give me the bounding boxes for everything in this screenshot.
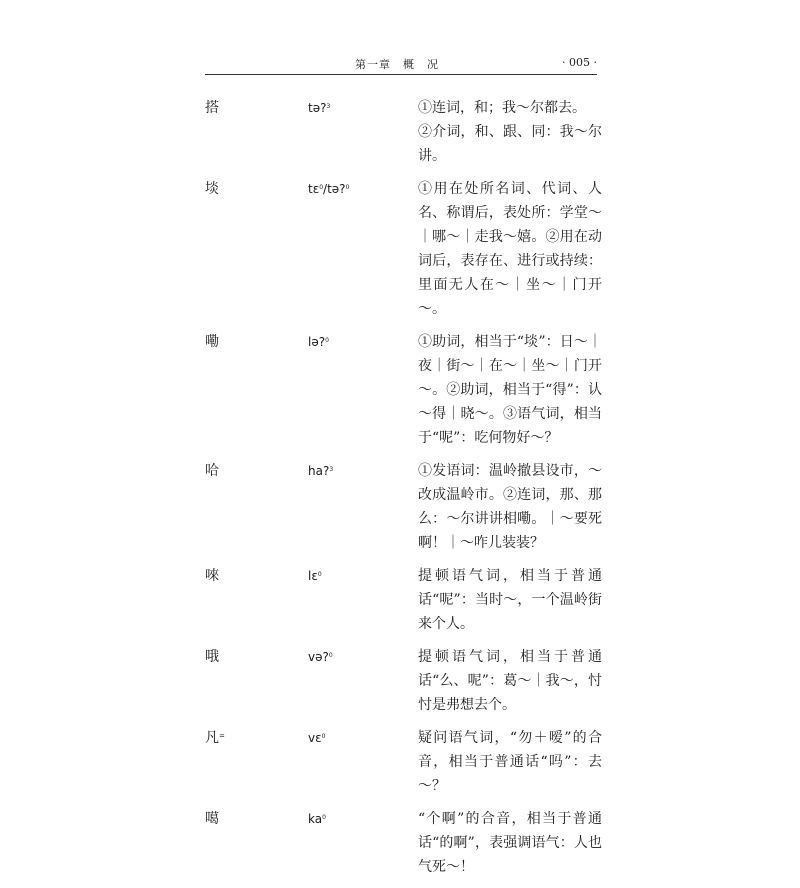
entry-fan xyxy=(205,726,605,798)
entry-char: 哈 xyxy=(205,463,219,479)
chapter-title: 第一章 概 况 xyxy=(355,58,439,71)
entry-def: 疑问语气词，“勿＋嗳”的合音，相当于普通话“吗”：去～？ xyxy=(418,730,602,794)
entry-pron: lə?$^0$ xyxy=(308,335,329,349)
entry-pron: vɛ$^0$ xyxy=(308,731,326,745)
entry-o xyxy=(205,645,605,717)
entry-char: 埮 xyxy=(205,181,219,197)
entry-def: 提顿语气词，相当于普通话“呢”：当时～，一个温岭街来个人。 xyxy=(418,568,602,632)
entry-char: 唻 xyxy=(205,568,219,584)
dictionary-entries xyxy=(205,96,605,888)
entry-pron: ha?$^3$ xyxy=(308,464,334,478)
entry-lai xyxy=(205,564,605,636)
entry-pron: və?$^0$ xyxy=(308,650,333,664)
entry-pron: lɛ$^0$ xyxy=(308,569,322,583)
header-rule xyxy=(205,74,597,75)
entry-def: ①助词，相当于“埮”：日～｜夜｜街～｜在～｜坐～｜门开～。②助词，相当于“得”：认～得｜晓～。③语气词，相当于“呢”：吃何物好～？ xyxy=(418,334,602,446)
entry-def: ①用在处所名词、代词、人名、称谓后，表处所：学堂～｜哪～｜走我～嬉。②用在动词后，表存在、进行或持续：里面无人在～｜坐～｜门开～。 xyxy=(418,181,602,317)
entry-ha xyxy=(205,459,605,555)
page-number: · 005 · xyxy=(562,56,597,69)
entry-def: 提顿语气词，相当于普通话“么、呢”：葛～｜我～，忖忖是弗想去个。 xyxy=(418,649,602,713)
entry-ga xyxy=(205,807,605,879)
entry-char: 搭 xyxy=(205,100,219,116)
entry-te xyxy=(205,177,605,321)
entry-le xyxy=(205,330,605,450)
entry-pron: tə?$^3$ xyxy=(308,101,331,115)
entry-char: 噶 xyxy=(205,811,219,827)
entry-char: 嘞 xyxy=(205,334,219,350)
entry-def: ①连词，和；我～尔都去。 ②介词，和、跟、同：我～尔讲。 xyxy=(418,100,602,164)
running-header xyxy=(205,56,597,72)
entry-pron: $ka^0$ xyxy=(308,812,326,826)
entry-pron: tɛ$^0$/tə?$^0$ xyxy=(308,182,350,196)
entry-def: ①发语词：温岭撤县设市，～改成温岭市。②连词，那、那么：～尔讲讲相嘞。｜～要死啊！｜～咋儿装装？ xyxy=(418,463,602,551)
entry-da xyxy=(205,96,605,168)
entry-char: 哦 xyxy=(205,649,219,665)
entry-def: “个啊”的合音，相当于普通话“的啊”，表强调语气：人也气死～！ xyxy=(418,811,602,875)
entry-char: 凡= xyxy=(205,730,225,746)
